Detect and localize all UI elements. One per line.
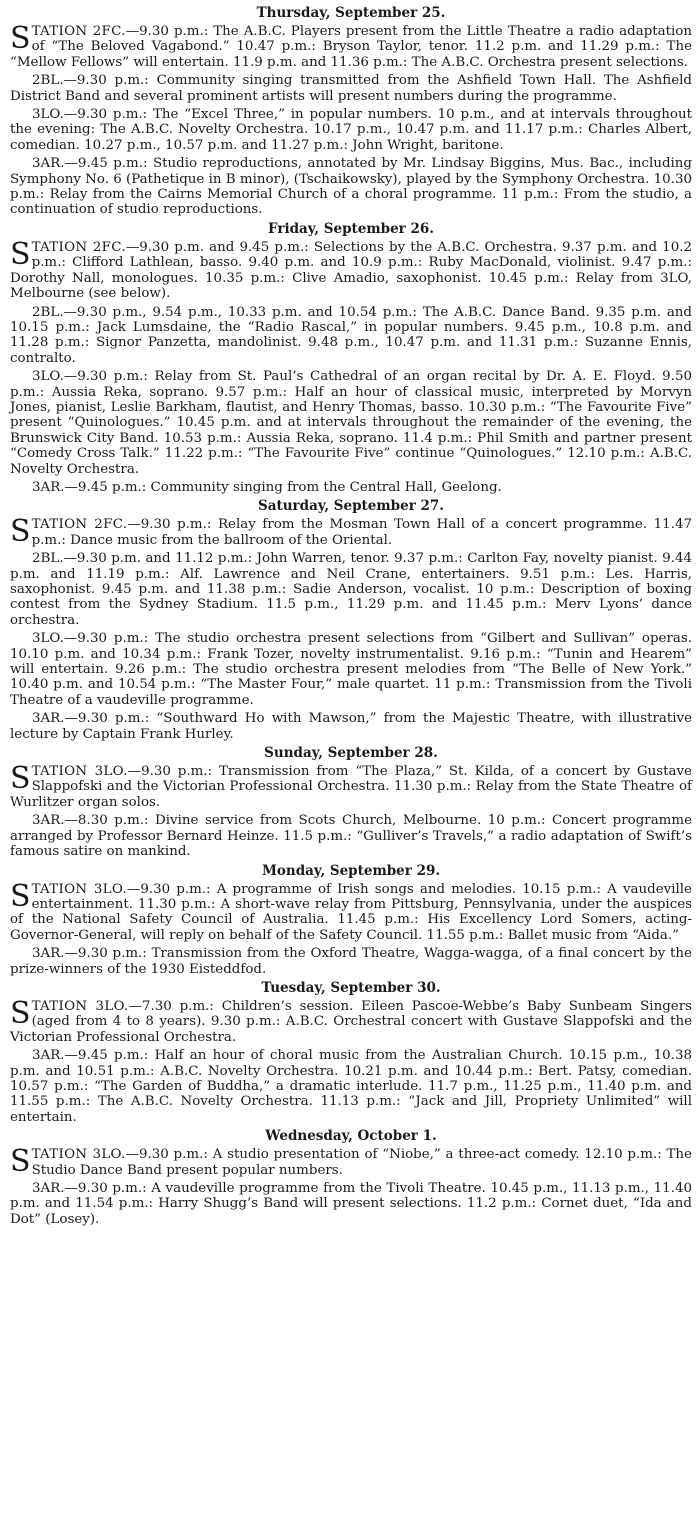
programme-text: 2BL.—9.30 p.m. and 11.12 p.m.: John Warren, tenor. 9.37 p.m.: Carlton Fay, novelty pianist. 9.44 p.m. and 11.19 p.m.: Alf. Lawrence and Neil Crane, entertainers. 9.51 p.m.: Les. Harris, saxophonist. 9.45 p.m. and 11.38 p.m.: Sadie Anderson, vocalist. 10 p.m.: Description of boxing contest from the Sydney Stadium. 11.5 p.m., 11.29 p.m. and 11.45 p.m.: Merv Lyons’ dance orchestra. xyxy=(10,551,692,628)
day-heading: Friday, September 26. xyxy=(268,220,434,237)
station-paragraph xyxy=(10,480,692,495)
station-paragraph xyxy=(10,156,692,218)
programme-text: 3AR.—9.45 p.m.: Studio reproductions, annotated by Mr. Lindsay Biggins, Mus. Bac., including Symphony No. 6 (Pathetique in B minor), (Tschaikowsky), played by the Symphony Orchestra. 10.30 p.m.: Relay from the Cairns Memorial Church of a choral programme. 11 p.m.: From the studio, a continuation of studio reproductions. xyxy=(10,156,692,218)
programme-text: —9.30 p.m. and 9.45 p.m.: Selections by the A.B.C. Orchestra. 9.37 p.m. and 10.2 p.m.: Clifford Lathlean, basso. 9.40 p.m. and 10.9 p.m.: Ruby MacDonald, violinist. 9.47 p.m.: Dorothy Nall, monologues. 10.35 p.m.: Clive Amadio, saxophonist. 10.45 p.m.: Relay from 3LO, Melbourne (see below). xyxy=(10,239,692,302)
programme-text: 3LO.—9.30 p.m.: The studio orchestra present selections from “Gilbert and Sullivan” operas. 10.10 p.m. and 10.34 p.m.: Frank Tozer, novelty instrumentalist. 9.16 p.m.: “Tunin and Hearem” will entertain. 9.26 p.m.: The studio orchestra present melodies from “The Belle of New York.” 10.40 p.m. and 10.54 p.m.: “The Master Four,” male quartet. 11 p.m.: Transmission from the Tivoli Theatre of a vaudeville programme. xyxy=(10,631,692,708)
programme-text: —9.30 p.m.: A programme of Irish songs and melodies. 10.15 p.m.: A vaudeville entertainment. 11.30 p.m.: A short-wave relay from Pittsburg, Pennsylvania, under the auspices of the National Safety Council of Australia. 11.45 p.m.: His Excellency Lord Somers, acting-Governor-General, will reply on behalf of the Safety Council. 11.55 p.m.: Ballet music from “Aida.” xyxy=(10,881,692,943)
station-paragraph xyxy=(10,73,692,104)
station-paragraph xyxy=(10,1048,692,1125)
day-section xyxy=(10,221,692,496)
station-name: TATION 3LO. xyxy=(31,1147,126,1163)
day-heading: Wednesday, October 1. xyxy=(265,1128,437,1145)
programme-text: —9.30 p.m.: A studio presentation of “Niobe,” a three-act comedy. 12.10 p.m.: The Studio Dance Band present popular numbers. xyxy=(31,1147,692,1178)
programme-text: 3AR.—9.45 p.m.: Half an hour of choral music from the Australian Church. 10.15 p.m., 10.38 p.m. and 10.51 p.m.: A.B.C. Novelty Orchestra. 10.21 p.m. and 10.44 p.m.: Bert. Patsy, comedian. 10.57 p.m.: “The Garden of Buddha,” a dramatic interlude. 11.7 p.m., 11.25 p.m., 11.40 p.m. and 11.55 p.m.: The A.B.C. Novelty Orchestra. 11.13 p.m.: “Jack and Jill, Propriety Unlimited” will entertain. xyxy=(10,1048,692,1125)
station-lead-paragraph xyxy=(10,514,692,550)
station-lead-paragraph xyxy=(10,878,692,944)
drop-cap-letter: S xyxy=(10,21,31,56)
station-lead-paragraph xyxy=(10,761,692,810)
programme-text: 2BL.—9.30 p.m.: Community singing transmitted from the Ashfield Town Hall. The Ashfield District Band and several prominent artists will present numbers during the programme. xyxy=(10,73,692,104)
day-section xyxy=(10,980,692,1125)
programme-text: 3LO.—9.30 p.m.: The “Excel Three,” in popular numbers. 10 p.m., and at intervals throughout the evening: The A.B.C. Novelty Orchestra. 10.17 p.m., 10.47 p.m. and 11.17 p.m.: Charles Albert, comedian. 10.27 p.m., 10.57 p.m. and 11.27 p.m.: John Wright, baritone. xyxy=(10,107,692,153)
programme-text: 3AR.—8.30 p.m.: Divine service from Scots Church, Melbourne. 10 p.m.: Concert programme arranged by Professor Bernard Heinze. 11.5 p.m.: “Gulliver’s Travels,” a radio adaptation of Swift’s famous satire on mankind. xyxy=(10,813,692,860)
station-paragraph xyxy=(10,369,692,477)
day-heading: Saturday, September 27. xyxy=(257,498,444,515)
station-paragraph xyxy=(10,551,692,628)
drop-cap-letter: S xyxy=(10,514,31,550)
drop-cap-letter: S xyxy=(10,878,31,914)
station-name: TATION 3LO. xyxy=(31,998,129,1014)
station-name: TATION 3LO. xyxy=(31,881,127,897)
station-paragraph xyxy=(10,711,692,742)
drop-cap-letter: S xyxy=(10,236,31,272)
programme-text: 3AR.—9.30 p.m.: Transmission from the Oxford Theatre, Wagga-wagga, of a final concert by the prize-winners of the 1930 Eisteddfod. xyxy=(10,946,692,977)
programme-text: 3AR.—9.30 p.m.: “Southward Ho with Mawson,” from the Majestic Theatre, with illustrative lecture by Captain Frank Hurley. xyxy=(10,711,692,742)
station-name: TATION 3LO. xyxy=(31,764,128,780)
day-section xyxy=(10,863,692,977)
drop-cap-letter: S xyxy=(10,995,31,1031)
programme-text: —9.30 p.m.: Relay from the Mosman Town Hall of a concert programme. 11.47 p.m.: Dance music from the ballroom of the Oriental. xyxy=(31,517,692,548)
station-name: TATION 2FC. xyxy=(31,24,126,39)
day-heading: Sunday, September 28. xyxy=(264,745,438,762)
programme-text: 3LO.—9.30 p.m.: Relay from St. Paul’s Cathedral of an organ recital by Dr. A. E. Floyd. 9.50 p.m.: Aussia Reka, soprano. 9.57 p.m.: Half an hour of classical music, interpreted by Morvyn Jones, pianist, Leslie Barkham, flautist, and Henry Thomas, basso. 10.30 p.m.: “The Favourite Five” present “Quinologues.” 10.45 p.m. and at intervals throughout the remainder of the evening, the Brunswick City Band. 10.53 p.m.: Aussia Reka, soprano. 11.4 p.m.: Phil Smith and partner present “Comedy Cross Talk.” 11.22 p.m.: “The Favourite Five” continue “Quinologues.” 12.10 p.m.: A.B.C. Novelty Orchestra. xyxy=(10,369,692,477)
station-name: TATION 2FC. xyxy=(31,517,128,533)
day-heading: Monday, September 29. xyxy=(261,862,441,879)
station-lead-paragraph xyxy=(10,995,692,1045)
day-section xyxy=(10,745,692,859)
station-lead-paragraph xyxy=(10,21,692,70)
day-section xyxy=(10,5,692,218)
station-paragraph xyxy=(10,107,692,153)
day-section xyxy=(10,498,692,742)
station-lead-paragraph xyxy=(10,236,692,302)
drop-cap-letter: S xyxy=(10,1144,31,1180)
station-paragraph xyxy=(10,1181,692,1227)
station-lead-paragraph xyxy=(10,1144,692,1180)
station-paragraph xyxy=(10,813,692,859)
programme-text: 3AR.—9.45 p.m.: Community singing from the Central Hall, Geelong. xyxy=(32,479,502,495)
programme-text: —9.30 p.m.: The A.B.C. Players present from the Little Theatre a radio adaptation of “The Beloved Vagabond.” 10.47 p.m.: Bryson Taylor, tenor. 11.2 p.m. and 11.29 p.m.: The “Mellow Fellows” will entertain. 11.9 p.m. and 11.36 p.m.: The A.B.C. Orchestra present selections. xyxy=(10,24,692,70)
programme-text: —7.30 p.m.: Children’s session. Eileen Pascoe-Webbe’s Baby Sunbeam Singers (aged from 4 to 8 years). 9.30 p.m.: A.B.C. Orchestral concert with Gustave Slappofski and the Victorian Professional Orchestra. xyxy=(10,998,692,1045)
station-paragraph xyxy=(10,946,692,977)
drop-cap-letter: S xyxy=(10,761,31,797)
station-paragraph xyxy=(10,305,692,367)
day-heading: Thursday, September 25. xyxy=(256,5,446,21)
programme-text: 3AR.—9.30 p.m.: A vaudeville programme from the Tivoli Theatre. 10.45 p.m., 11.13 p.m., 11.40 p.m. and 11.54 p.m.: Harry Shugg’s Band will present selections. 11.2 p.m.: Cornet duet, “Ida and Dot” (Losey). xyxy=(10,1181,692,1227)
day-heading: Tuesday, September 30. xyxy=(261,979,441,996)
station-paragraph xyxy=(10,631,692,708)
station-name: TATION 2FC. xyxy=(31,239,126,255)
programme-text: —9.30 p.m.: Transmission from “The Plaza,” St. Kilda, of a concert by Gustave Slappofski and the Victorian Professional Orchestra. 11.30 p.m.: Relay from the State Theatre of Wurlitzer organ solos. xyxy=(10,764,692,810)
programme-text: 2BL.—9.30 p.m., 9.54 p.m., 10.33 p.m. and 10.54 p.m.: The A.B.C. Dance Band. 9.35 p.m. and 10.15 p.m.: Jack Lumsdaine, the “Radio Rascal,” in popular numbers. 9.45 p.m., 10.8 p.m. and 11.28 p.m.: Signor Panzetta, mandolinist. 9.48 p.m., 10.47 p.m. and 11.31 p.m.: Suzanne Ennis, contralto. xyxy=(10,304,692,366)
day-section xyxy=(10,1128,692,1227)
